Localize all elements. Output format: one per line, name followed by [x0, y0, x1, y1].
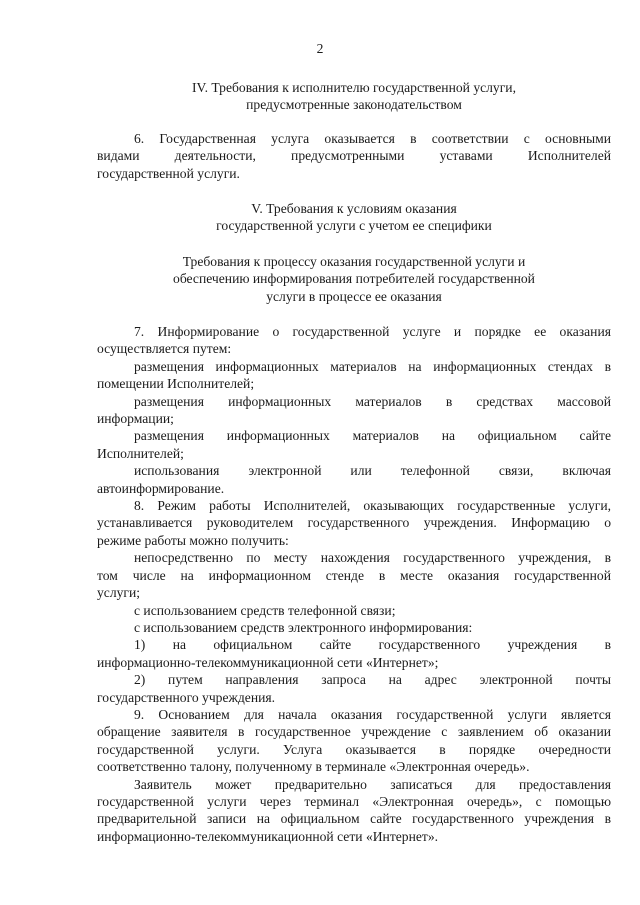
paragraph-7-item-a-line-1: размещения информационных материалов на информационных стендах в: [134, 358, 611, 374]
main-body: [97, 323, 611, 845]
section-5-heading: [97, 200, 611, 235]
paragraph-8-item-a-line-1: непосредственно по месту нахождения государственного учреждения, в: [134, 550, 611, 566]
paragraph-8-item-e-line-1: 2) путем направления запроса на адрес электронной почты: [134, 672, 611, 688]
paragraph-8-item-d-line-1: 1) на официальном сайте государственного учреждения в: [134, 637, 611, 653]
page-number: 2: [316, 41, 324, 56]
paragraph-7-item-c-line-2: Исполнителей;: [97, 445, 184, 461]
paragraph-8-item-a-line-2: том числе на информационном стенде в месте оказания государственной: [97, 567, 611, 583]
section-4-heading: [97, 79, 611, 114]
paragraph-9-line-1: 9. Основанием для начала оказания государственной услуги является: [134, 706, 611, 722]
subsection-heading: [97, 253, 611, 305]
paragraph-9-line-2: обращение заявителя в государственное учреждение с заявлением об оказании: [97, 724, 611, 740]
subsection-heading-line-3: услуги в процессе ее оказания: [266, 288, 442, 304]
paragraph-7-line-1: 7. Информирование о государственной услуге и порядке ее оказания: [134, 324, 611, 339]
paragraph-8-item-a-line-3: услуги;: [97, 585, 141, 601]
paragraph-9-line-4: соответственно талону, полученному в терминале «Электронная очередь».: [97, 759, 530, 775]
paragraph-8-line-2: устанавливается руководителем государственного учреждения. Информацию о: [97, 515, 611, 531]
paragraph-8-line-1: 8. Режим работы Исполнителей, оказывающих государственные услуги,: [134, 498, 611, 514]
section-4-heading-line-2: предусмотренные законодательством: [246, 97, 462, 113]
section-5-heading-line-2: государственной услуги с учетом ее специфики: [216, 218, 492, 234]
paragraph-6-line-3: государственной услуги.: [97, 165, 240, 181]
paragraph-6-line-2: видами деятельности, предусмотренными уставами Исполнителей: [97, 148, 611, 164]
paragraph-9b-line-3: предварительной записи на официальном сайте государственного учреждения в: [97, 811, 611, 827]
paragraph-7-item-d-line-2: автоинформирование.: [97, 480, 225, 496]
subsection-heading-line-1: Требования к процессу оказания государственной услуги и: [182, 254, 526, 269]
paragraph-9b-line-4: информационно-телекоммуникационной сети «Интернет».: [97, 828, 439, 844]
paragraph-9-line-3: государственной услуги. Услуга оказывается в порядке очередности: [97, 741, 611, 757]
paragraph-7-item-b-line-1: размещения информационных материалов в средствах массовой: [134, 393, 611, 409]
paragraph-8-item-b: с использованием средств телефонной связи;: [134, 602, 396, 618]
paragraph-7-item-b-line-2: информации;: [97, 411, 174, 427]
section-4-heading-line-1: IV. Требования к исполнителю государственной услуги,: [192, 80, 516, 95]
paragraph-8-item-e-line-2: государственного учреждения.: [97, 689, 276, 705]
subsection-heading-line-2: обеспечению информирования потребителей государственной: [173, 271, 535, 287]
paragraph-8-item-d-line-2: информационно-телекоммуникационной сети «Интернет»;: [97, 654, 439, 670]
paragraph-9b-line-2: государственной услуги через терминал «Электронная очередь», с помощью: [97, 793, 611, 809]
paragraph-8-item-c: с использованием средств электронного информирования:: [134, 619, 473, 635]
paragraph-7-item-d-line-1: использования электронной или телефонной связи, включая: [134, 463, 611, 479]
section-5-heading-line-1: V. Требования к условиям оказания: [251, 201, 457, 216]
paragraph-6-line-1: 6. Государственная услуга оказывается в соответствии с основными: [134, 131, 611, 146]
paragraph-6: [97, 130, 611, 182]
paragraph-7-item-a-line-2: помещении Исполнителей;: [97, 376, 255, 392]
paragraph-7-line-2: осуществляется путем:: [97, 341, 232, 357]
paragraph-8-line-3: режиме работы можно получить:: [97, 532, 289, 548]
paragraph-9b-line-1: Заявитель может предварительно записаться для предоставления: [134, 776, 611, 792]
paragraph-7-item-c-line-1: размещения информационных материалов на официальном сайте: [134, 428, 611, 444]
